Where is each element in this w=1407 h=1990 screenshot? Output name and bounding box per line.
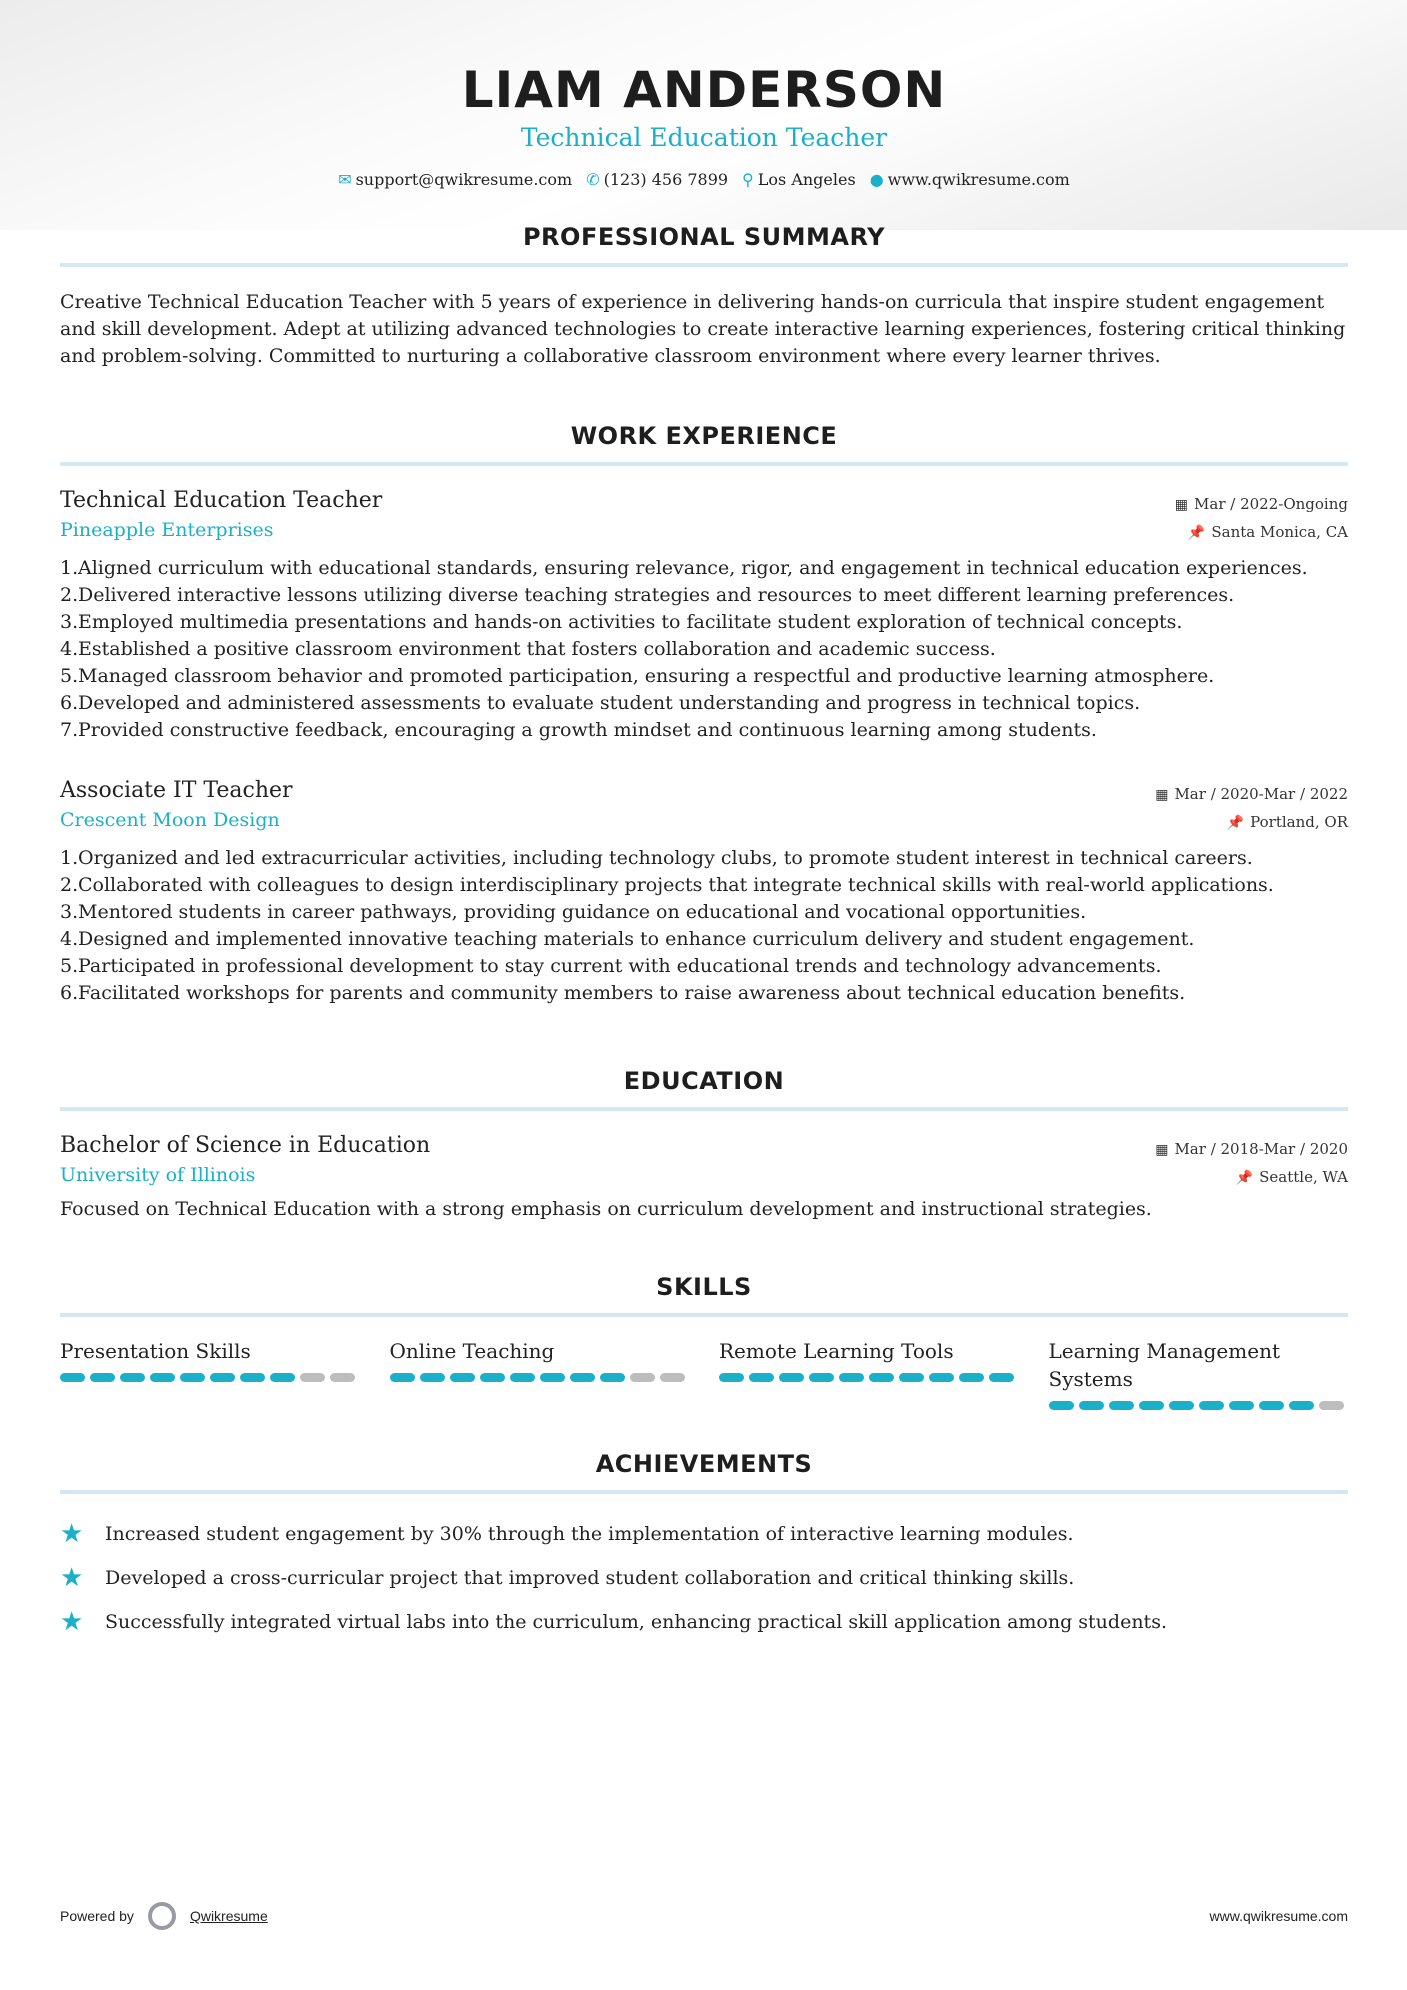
powered-by-label: Powered by [60,1908,134,1924]
job-bullet: 2.Collaborated with colleagues to design interdisciplinary projects that integrate technical skills with real-world applications. [60,874,1274,896]
location-text: Seattle, WA [1259,1168,1348,1186]
skill-level-segment [90,1373,115,1382]
education-date [1155,1140,1348,1158]
candidate-title: Technical Education Teacher [520,123,888,152]
skill-item [719,1337,1019,1410]
skill-name: Remote Learning Tools [719,1339,954,1363]
envelope-icon: ✉ [338,170,352,189]
bullet-text: Developed and administered assessments to evaluate student understanding and progress in technical topics. [78,692,1141,714]
achievement-item [60,1556,1348,1600]
degree: Bachelor of Science in Education [60,1133,431,1158]
map-marker-icon: ⚲ [742,170,754,189]
skill-level-segment [839,1373,864,1382]
job-entry [60,778,1348,1007]
skill-level-segment [869,1373,894,1382]
skill-level-segment [809,1373,834,1382]
skill-level-segment [929,1373,954,1382]
location-text: Los Angeles [757,170,856,189]
skill-level-segment [630,1373,655,1382]
phone-text: (123) 456 7899 [603,170,729,189]
skill-level-segment [989,1373,1014,1382]
skill-level-segment [1259,1401,1284,1410]
date-text: Mar / 2020-Mar / 2022 [1174,785,1348,803]
achievement-text: Developed a cross-curricular project that improved student collaboration and critical thinking skills. [105,1567,1075,1589]
job-bullet: 6.Developed and administered assessments to evaluate student understanding and progress in technical topics. [60,692,1141,714]
job-bullet: 2.Delivered interactive lessons utilizing diverse teaching strategies and resources to meet different learning preferences. [60,584,1235,606]
bullet-text: Aligned curriculum with educational standards, ensuring relevance, rigor, and engagement in technical education experiences. [78,557,1308,579]
contact-bar [60,170,1348,189]
achievement-item [60,1600,1348,1644]
skill-level-segment [270,1373,295,1382]
calendar-icon: ▦ [1155,1142,1169,1158]
job-entry [60,488,1348,744]
skill-level-segment [1049,1401,1074,1410]
company-name: Crescent Moon Design [60,809,280,831]
date-text: Mar / 2022-Ongoing [1194,495,1348,513]
contact-email[interactable] [338,170,572,189]
skill-item [1049,1337,1349,1410]
pin-icon: 📌 [1235,1170,1254,1186]
summary-text: Creative Technical Education Teacher with 5 years of experience in delivering hands-on curricula that inspire student engagement and skill development. Adept at utilizing advanced technologies to create interactive learning experiences, fostering critical thinking and problem-solving. Committed to nurturing a collaborative classroom environment where every learner thrives. [60,291,1346,367]
section-heading: EDUCATION [60,1067,1348,1111]
achievement-text: Successfully integrated virtual labs into the curriculum, enhancing practical skill application among students. [105,1611,1167,1633]
pin-icon: 📌 [1187,525,1206,541]
summary-section [60,223,1348,370]
skill-name: Online Teaching [389,1339,555,1363]
job-date [1175,495,1348,513]
skill-level-bar [719,1373,1019,1382]
skill-item [390,1337,690,1410]
skill-level-segment [660,1373,685,1382]
job-location [1227,813,1348,831]
job-location [1188,523,1348,541]
bullet-text: Mentored students in career pathways, providing guidance on educational and vocational opportunities. [78,901,1087,923]
achievement-item [60,1512,1348,1556]
globe-icon: ● [869,170,884,189]
contact-location [742,170,856,189]
job-date [1155,785,1348,803]
skill-level-segment [719,1373,744,1382]
skill-level-bar [390,1373,690,1382]
bullet-text: Established a positive classroom environment that fosters collaboration and academic success. [78,638,996,660]
skill-level-segment [210,1373,235,1382]
skill-level-segment [450,1373,475,1382]
job-bullet: 6.Facilitated workshops for parents and community members to raise awareness about technical education benefits. [60,982,1186,1004]
skill-item [60,1337,360,1410]
skill-level-segment [480,1373,505,1382]
skill-level-bar [60,1373,360,1382]
company-name: Pineapple Enterprises [60,519,274,541]
star-icon: ★ [60,1607,84,1637]
skill-level-segment [120,1373,145,1382]
skill-level-segment [150,1373,175,1382]
skills-section [60,1273,1348,1410]
bullet-text: Provided constructive feedback, encouraging a growth mindset and continuous learning among students. [78,719,1097,741]
skill-level-segment [1289,1401,1314,1410]
skill-level-segment [1229,1401,1254,1410]
skill-level-segment [180,1373,205,1382]
achievements-section [60,1450,1348,1644]
bullet-text: Employed multimedia presentations and hands-on activities to facilitate student exploration of technical concepts. [78,611,1183,633]
job-bullet: 4.Established a positive classroom environment that fosters collaboration and academic success. [60,638,996,660]
website-text: www.qwikresume.com [887,170,1070,189]
education-description: Focused on Technical Education with a strong emphasis on curriculum development and instructional strategies. [60,1198,1152,1220]
brand-link[interactable]: Qwikresume [189,1908,268,1924]
skill-level-segment [240,1373,265,1382]
skill-level-segment [600,1373,625,1382]
skill-level-segment [540,1373,565,1382]
footer-website[interactable]: www.qwikresume.com [1209,1908,1348,1924]
calendar-icon: ▦ [1174,497,1189,513]
skill-level-bar [1049,1401,1349,1410]
education-location [1236,1168,1348,1186]
skill-level-segment [1079,1401,1104,1410]
skill-level-segment [390,1373,415,1382]
section-heading: SKILLS [60,1273,1348,1317]
education-section [60,1067,1348,1223]
bullet-text: Collaborated with colleagues to design interdisciplinary projects that integrate technical skills with real-world applications. [78,874,1274,896]
bullet-text: Designed and implemented innovative teaching materials to enhance curriculum delivery and student engagement. [78,928,1195,950]
footer [60,1902,1348,1930]
location-text: Portland, OR [1250,813,1348,831]
contact-phone[interactable] [586,170,728,189]
skill-level-segment [779,1373,804,1382]
job-title: Technical Education Teacher [60,488,383,513]
skill-level-segment [959,1373,984,1382]
skill-level-segment [330,1373,355,1382]
skill-level-segment [1109,1401,1134,1410]
job-bullet: 3.Mentored students in career pathways, providing guidance on educational and vocational opportunities. [60,901,1087,923]
skill-level-segment [899,1373,924,1382]
section-heading: ACHIEVEMENTS [60,1450,1348,1494]
resume-page [60,0,1348,1644]
email-text: support@qwikresume.com [355,170,573,189]
job-bullet: 3.Employed multimedia presentations and hands-on activities to facilitate student exploration of technical concepts. [60,611,1183,633]
contact-website[interactable] [870,170,1070,189]
bullet-text: Organized and led extracurricular activities, including technology clubs, to promote student interest in technical careers. [78,847,1253,869]
bullet-text: Delivered interactive lessons utilizing diverse teaching strategies and resources to meet different learning preferences. [78,584,1235,606]
section-heading: WORK EXPERIENCE [60,422,1348,466]
job-title: Associate IT Teacher [60,778,293,803]
job-bullet: 5.Managed classroom behavior and promoted participation, ensuring a respectful and productive learning atmosphere. [60,665,1215,687]
calendar-icon: ▦ [1155,787,1169,803]
qwikresume-logo-icon [148,1902,176,1930]
skill-level-segment [510,1373,535,1382]
job-bullet: 5.Participated in professional development to stay current with educational trends and technology advancements. [60,955,1162,977]
skill-level-segment [749,1373,774,1382]
job-bullets [60,555,1348,744]
star-icon: ★ [60,1563,84,1593]
skill-level-segment [300,1373,325,1382]
candidate-name: LIAM ANDERSON [461,61,947,119]
achievement-text: Increased student engagement by 30% through the implementation of interactive learning modules. [105,1523,1074,1545]
job-bullet: 1.Aligned curriculum with educational standards, ensuring relevance, rigor, and engagement in technical education experiences. [60,557,1308,579]
bullet-text: Facilitated workshops for parents and community members to raise awareness about technical education benefits. [78,982,1186,1004]
skill-level-segment [1319,1401,1344,1410]
job-bullet: 4.Designed and implemented innovative teaching materials to enhance curriculum delivery and student engagement. [60,928,1195,950]
school: University of Illinois [60,1164,256,1186]
work-section [60,422,1348,1007]
skill-level-segment [570,1373,595,1382]
section-heading: PROFESSIONAL SUMMARY [60,223,1348,267]
skill-level-segment [1169,1401,1194,1410]
location-text: Santa Monica, CA [1211,523,1348,541]
skill-name: Presentation Skills [60,1339,251,1363]
job-bullet: 1.Organized and led extracurricular activities, including technology clubs, to promote student interest in technical careers. [60,847,1253,869]
bullet-text: Participated in professional development to stay current with educational trends and technology advancements. [78,955,1162,977]
job-bullets [60,845,1348,1007]
bullet-text: Managed classroom behavior and promoted participation, ensuring a respectful and productive learning atmosphere. [78,665,1215,687]
skill-level-segment [1139,1401,1164,1410]
skill-level-segment [420,1373,445,1382]
pin-icon: 📌 [1226,815,1245,831]
phone-icon: ✆ [586,170,600,189]
job-bullet: 7.Provided constructive feedback, encouraging a growth mindset and continuous learning among students. [60,719,1097,741]
star-icon: ★ [60,1519,84,1549]
skill-name: Learning Management Systems [1048,1339,1280,1391]
skill-level-segment [1199,1401,1224,1410]
date-text: Mar / 2018-Mar / 2020 [1174,1140,1348,1158]
skill-level-segment [60,1373,85,1382]
